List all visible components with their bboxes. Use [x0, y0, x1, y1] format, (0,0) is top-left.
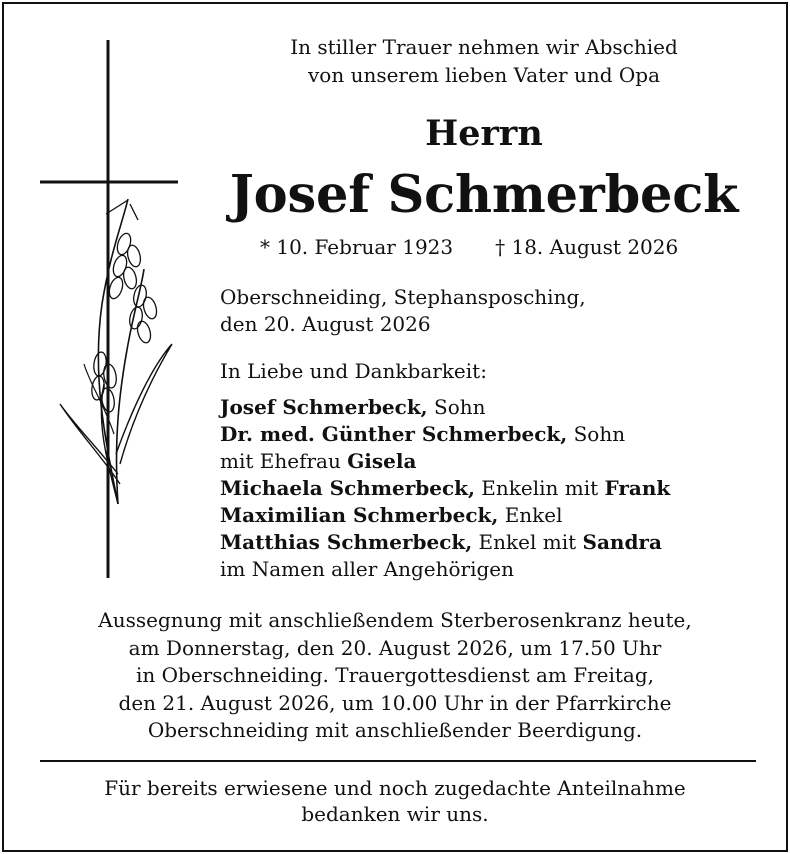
divider	[40, 760, 756, 762]
service-line: Aussegnung mit anschließendem Sterberosenkranz heute,	[98, 608, 692, 632]
gratitude-line: In Liebe und Dankbarkeit:	[220, 359, 487, 383]
family-member: im Namen aller Angehörigen	[220, 557, 515, 581]
intro-line-2: von unserem lieben Vater und Opa	[307, 63, 661, 87]
thanks-text	[4, 775, 786, 827]
family-member: Josef Schmerbeck, Sohn	[220, 395, 486, 419]
intro-text	[184, 33, 784, 89]
intro-line-1: In stiller Trauer nehmen wir Abschied	[290, 35, 678, 59]
family-member: Dr. med. Günther Schmerbeck, Sohn	[220, 422, 626, 446]
salutation: Herrn	[425, 113, 543, 154]
service-line: den 21. August 2026, um 10.00 Uhr in der Pfarrkirche	[118, 690, 672, 715]
family-member: mit Ehefrau Gisela	[220, 449, 417, 473]
service-line: in Oberschneiding. Trauergottesdienst am Freitag,	[135, 663, 655, 687]
death-date: † 18. August 2026	[495, 235, 679, 259]
place-line-1: Oberschneiding, Stephansposching,	[220, 285, 586, 309]
place-date	[220, 284, 586, 338]
obituary-notice	[2, 2, 788, 852]
thanks-line-2: bedanken wir uns.	[301, 802, 489, 826]
service-info	[4, 607, 786, 745]
life-dates	[260, 233, 678, 261]
family-member: Matthias Schmerbeck, Enkel mit Sandra	[220, 530, 662, 554]
birth-date: * 10. Februar 1923	[260, 235, 454, 259]
thanks-line-1: Für bereits erwiesene und noch zugedachte Anteilnahme	[104, 776, 686, 800]
cross-with-wheat-icon	[34, 34, 184, 584]
place-line-2: den 20. August 2026	[220, 312, 431, 336]
service-line: Oberschneiding mit anschließender Beerdigung.	[147, 718, 643, 742]
family-member: Michaela Schmerbeck, Enkelin mit Frank	[220, 476, 671, 500]
family-member: Maximilian Schmerbeck, Enkel	[220, 503, 563, 527]
family-list	[220, 394, 670, 583]
deceased-name: Josef Schmerbeck	[229, 165, 739, 225]
service-line: am Donnerstag, den 20. August 2026, um 17.50 Uhr	[128, 635, 662, 660]
